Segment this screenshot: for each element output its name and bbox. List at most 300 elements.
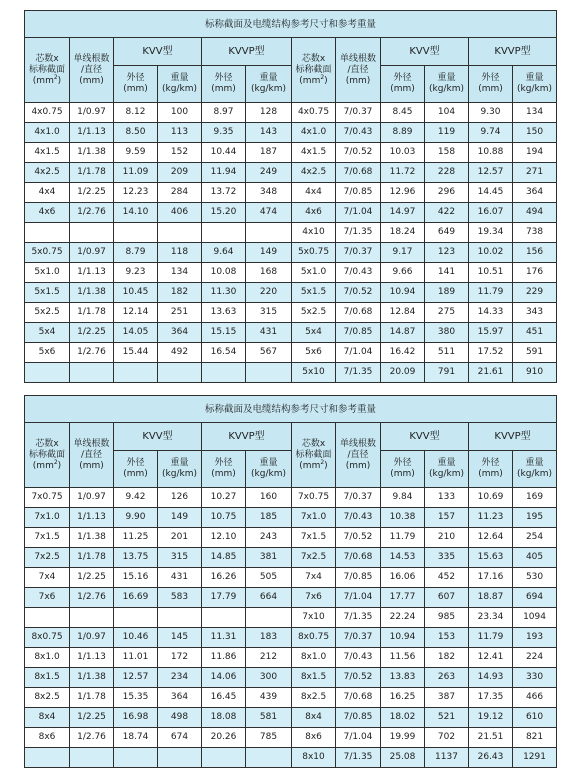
table-row — [25, 263, 557, 283]
right-kvv-weight-cell: 157 — [425, 508, 469, 528]
right-core-cell: 7x1.5 — [292, 528, 336, 548]
left-strand-cell: 1/2.76 — [70, 203, 114, 223]
core-section-header: 芯数x 标称截面 $(mm^2)$ — [25, 423, 70, 488]
left-strand-cell: 1/1.78 — [70, 548, 114, 568]
right-kvv-weight-cell: 275 — [425, 303, 469, 323]
left-kvvp-weight-cell: 187 — [246, 143, 292, 163]
left-core-cell — [25, 748, 70, 768]
left-core-cell — [25, 223, 70, 243]
right-core-cell: 8x1.5 — [292, 668, 336, 688]
table-row — [25, 163, 557, 183]
right-kvvp-weight-cell: 405 — [513, 548, 557, 568]
left-kvv-weight-cell — [158, 748, 202, 768]
left-kvv-weight-cell: 209 — [158, 163, 202, 183]
left-core-cell: 8x1.5 — [25, 668, 70, 688]
left-kvvp-od-cell — [202, 608, 246, 628]
left-kvv-od-cell — [114, 223, 158, 243]
left-kvvp-od-cell: 9.64 — [202, 243, 246, 263]
left-kvvp-od-cell: 12.10 — [202, 528, 246, 548]
right-kvvp-od-cell: 10.88 — [469, 143, 513, 163]
right-kvv-od-cell: 9.66 — [381, 263, 425, 283]
right-strand-cell: 7/0.85 — [336, 183, 381, 203]
left-strand-cell: 1/1.38 — [70, 283, 114, 303]
right-kvv-od-cell: 17.77 — [381, 588, 425, 608]
right-kvv-weight-cell: 182 — [425, 648, 469, 668]
left-kvv-od-cell: 14.05 — [114, 323, 158, 343]
right-kvv-od-cell: 11.79 — [381, 528, 425, 548]
right-kvv-weight-cell: 296 — [425, 183, 469, 203]
right-core-cell: 4x6 — [292, 203, 336, 223]
right-kvv-od-cell: 9.17 — [381, 243, 425, 263]
left-kvv-od-cell: 8.79 — [114, 243, 158, 263]
table-row — [25, 608, 557, 628]
right-kvv-od-cell: 8.45 — [381, 103, 425, 123]
left-kvv-od-cell: 13.75 — [114, 548, 158, 568]
left-core-cell: 8x1.0 — [25, 648, 70, 668]
right-core-cell: 8x1.0 — [292, 648, 336, 668]
table-row — [25, 588, 557, 608]
left-kvvp-weight-cell: 348 — [246, 183, 292, 203]
right-strand-cell: 7/0.52 — [336, 528, 381, 548]
right-kvv-od-cell: 10.94 — [381, 283, 425, 303]
right-kvv-weight-cell: 123 — [425, 243, 469, 263]
od-header: 外径 (mm) — [469, 66, 513, 103]
right-core-cell: 7x4 — [292, 568, 336, 588]
right-kvvp-weight-cell: 224 — [513, 648, 557, 668]
left-kvv-od-cell: 12.14 — [114, 303, 158, 323]
right-kvv-od-cell: 9.84 — [381, 488, 425, 508]
left-kvvp-od-cell: 10.08 — [202, 263, 246, 283]
right-core-cell: 8x2.5 — [292, 688, 336, 708]
right-strand-cell: 7/0.52 — [336, 143, 381, 163]
right-kvv-weight-cell: 452 — [425, 568, 469, 588]
left-kvvp-od-cell: 16.26 — [202, 568, 246, 588]
right-kvv-weight-cell: 387 — [425, 688, 469, 708]
spec-table-1 — [24, 10, 557, 383]
right-kvv-weight-cell: 985 — [425, 608, 469, 628]
left-kvvp-od-cell: 15.20 — [202, 203, 246, 223]
right-strand-cell: 7/0.68 — [336, 163, 381, 183]
right-kvv-weight-cell: 791 — [425, 363, 469, 383]
left-kvv-od-cell: 16.69 — [114, 588, 158, 608]
right-kvvp-od-cell: 19.34 — [469, 223, 513, 243]
weight-header: 重量 (kg/km) — [158, 66, 202, 103]
left-core-cell: 7x2.5 — [25, 548, 70, 568]
left-kvvp-weight-cell: 785 — [246, 728, 292, 748]
right-strand-cell: 7/1.04 — [336, 588, 381, 608]
right-kvvp-weight-cell: 176 — [513, 263, 557, 283]
table-row — [25, 363, 557, 383]
left-strand-cell: 1/2.25 — [70, 708, 114, 728]
right-kvv-od-cell: 13.83 — [381, 668, 425, 688]
left-kvv-weight-cell: 364 — [158, 323, 202, 343]
right-kvvp-weight-cell: 591 — [513, 343, 557, 363]
left-kvv-od-cell: 15.16 — [114, 568, 158, 588]
left-kvvp-od-cell: 10.44 — [202, 143, 246, 163]
left-kvv-weight-cell — [158, 223, 202, 243]
right-kvv-od-cell: 11.72 — [381, 163, 425, 183]
right-kvvp-weight-cell: 229 — [513, 283, 557, 303]
right-kvv-weight-cell: 104 — [425, 103, 469, 123]
right-kvvp-weight-cell: 451 — [513, 323, 557, 343]
right-core-cell: 4x1.5 — [292, 143, 336, 163]
right-kvvp-weight-cell: 195 — [513, 508, 557, 528]
right-core-cell: 5x1.0 — [292, 263, 336, 283]
left-kvvp-od-cell: 13.63 — [202, 303, 246, 323]
right-kvvp-od-cell: 11.79 — [469, 628, 513, 648]
left-core-cell: 5x2.5 — [25, 303, 70, 323]
left-kvv-weight-cell: 100 — [158, 103, 202, 123]
left-core-cell: 8x6 — [25, 728, 70, 748]
left-kvv-weight-cell: 284 — [158, 183, 202, 203]
right-kvvp-od-cell: 17.16 — [469, 568, 513, 588]
right-kvvp-weight-cell: 254 — [513, 528, 557, 548]
right-kvvp-weight-cell: 193 — [513, 628, 557, 648]
table-row — [25, 508, 557, 528]
right-core-cell: 5x0.75 — [292, 243, 336, 263]
left-kvv-weight-cell: 134 — [158, 263, 202, 283]
kvv-header: KVV型 — [114, 423, 202, 451]
left-kvvp-od-cell: 8.97 — [202, 103, 246, 123]
right-kvvp-od-cell: 23.34 — [469, 608, 513, 628]
right-kvvp-weight-cell: 343 — [513, 303, 557, 323]
right-strand-cell: 7/0.85 — [336, 568, 381, 588]
left-kvvp-od-cell: 11.86 — [202, 648, 246, 668]
left-kvvp-od-cell: 11.94 — [202, 163, 246, 183]
left-core-cell: 8x4 — [25, 708, 70, 728]
left-core-cell: 5x1.0 — [25, 263, 70, 283]
right-kvvp-od-cell: 15.97 — [469, 323, 513, 343]
right-kvv-od-cell: 22.24 — [381, 608, 425, 628]
left-kvv-weight-cell: 182 — [158, 283, 202, 303]
right-kvvp-od-cell: 10.69 — [469, 488, 513, 508]
left-strand-cell: 1/2.25 — [70, 183, 114, 203]
table-row — [25, 708, 557, 728]
left-strand-cell — [70, 363, 114, 383]
left-kvvp-weight-cell — [246, 748, 292, 768]
right-kvv-weight-cell: 141 — [425, 263, 469, 283]
left-kvv-od-cell: 8.50 — [114, 123, 158, 143]
right-strand-cell: 7/0.68 — [336, 548, 381, 568]
right-core-cell: 5x2.5 — [292, 303, 336, 323]
left-core-cell: 8x0.75 — [25, 628, 70, 648]
left-kvvp-weight-cell — [246, 363, 292, 383]
right-kvv-weight-cell: 335 — [425, 548, 469, 568]
left-kvv-weight-cell: 152 — [158, 143, 202, 163]
right-kvvp-od-cell: 9.30 — [469, 103, 513, 123]
right-kvv-weight-cell: 263 — [425, 668, 469, 688]
right-kvv-od-cell: 19.99 — [381, 728, 425, 748]
left-core-cell: 4x6 — [25, 203, 70, 223]
core-section-header: 芯数x 标称截面 $(mm^2)$ — [25, 38, 70, 103]
weight-header: 重量 (kg/km) — [158, 451, 202, 488]
left-kvvp-weight-cell: 505 — [246, 568, 292, 588]
right-kvv-weight-cell: 422 — [425, 203, 469, 223]
right-kvv-weight-cell: 380 — [425, 323, 469, 343]
left-kvvp-weight-cell — [246, 608, 292, 628]
left-core-cell: 4x1.0 — [25, 123, 70, 143]
weight-header: 重量 (kg/km) — [246, 66, 292, 103]
right-core-cell: 5x10 — [292, 363, 336, 383]
right-kvvp-od-cell: 17.52 — [469, 343, 513, 363]
right-kvv-od-cell: 12.84 — [381, 303, 425, 323]
right-strand-cell: 7/1.35 — [336, 748, 381, 768]
right-strand-cell: 7/0.37 — [336, 243, 381, 263]
right-core-cell: 7x10 — [292, 608, 336, 628]
left-kvvp-od-cell: 11.31 — [202, 628, 246, 648]
left-core-cell: 7x4 — [25, 568, 70, 588]
right-kvvp-od-cell: 14.45 — [469, 183, 513, 203]
left-core-cell: 8x2.5 — [25, 688, 70, 708]
right-strand-cell: 7/0.85 — [336, 708, 381, 728]
right-kvv-od-cell: 14.87 — [381, 323, 425, 343]
left-strand-cell: 1/2.76 — [70, 588, 114, 608]
right-kvv-weight-cell: 158 — [425, 143, 469, 163]
right-kvv-weight-cell: 189 — [425, 283, 469, 303]
left-core-cell: 4x4 — [25, 183, 70, 203]
left-kvvp-od-cell: 9.35 — [202, 123, 246, 143]
left-kvv-od-cell — [114, 608, 158, 628]
right-kvv-weight-cell: 521 — [425, 708, 469, 728]
right-kvvp-od-cell: 12.64 — [469, 528, 513, 548]
right-kvvp-weight-cell: 494 — [513, 203, 557, 223]
right-kvv-od-cell: 14.53 — [381, 548, 425, 568]
right-strand-cell: 7/0.68 — [336, 303, 381, 323]
left-core-cell — [25, 608, 70, 628]
weight-header: 重量 (kg/km) — [513, 66, 557, 103]
right-kvvp-weight-cell: 530 — [513, 568, 557, 588]
table-row — [25, 183, 557, 203]
right-core-cell: 7x0.75 — [292, 488, 336, 508]
strand-header: 单线根数 /直径 (mm) — [70, 38, 114, 103]
table-row — [25, 283, 557, 303]
left-kvv-weight-cell: 201 — [158, 528, 202, 548]
right-core-cell: 4x4 — [292, 183, 336, 203]
kvv-header: KVV型 — [381, 38, 469, 66]
core-section-header: 芯数x 标称截面 $(mm^2)$ — [292, 38, 336, 103]
left-kvvp-weight-cell: 249 — [246, 163, 292, 183]
left-kvvp-weight-cell: 581 — [246, 708, 292, 728]
right-strand-cell: 7/1.35 — [336, 608, 381, 628]
left-core-cell: 7x6 — [25, 588, 70, 608]
right-kvv-od-cell: 16.06 — [381, 568, 425, 588]
right-kvvp-od-cell: 12.57 — [469, 163, 513, 183]
right-kvvp-od-cell: 9.74 — [469, 123, 513, 143]
right-kvv-weight-cell: 1137 — [425, 748, 469, 768]
od-header: 外径 (mm) — [469, 451, 513, 488]
right-strand-cell: 7/0.43 — [336, 123, 381, 143]
right-kvvp-od-cell: 21.61 — [469, 363, 513, 383]
left-strand-cell: 1/2.25 — [70, 323, 114, 343]
right-core-cell: 8x10 — [292, 748, 336, 768]
right-kvvp-weight-cell: 1094 — [513, 608, 557, 628]
left-kvv-od-cell: 12.57 — [114, 668, 158, 688]
left-kvv-od-cell: 15.44 — [114, 343, 158, 363]
right-core-cell: 7x2.5 — [292, 548, 336, 568]
left-kvvp-weight-cell: 168 — [246, 263, 292, 283]
table-row — [25, 648, 557, 668]
left-kvvp-weight-cell: 149 — [246, 243, 292, 263]
right-kvvp-od-cell: 14.33 — [469, 303, 513, 323]
left-core-cell: 7x1.0 — [25, 508, 70, 528]
right-kvv-od-cell: 18.24 — [381, 223, 425, 243]
left-strand-cell — [70, 748, 114, 768]
right-kvvp-od-cell: 17.35 — [469, 688, 513, 708]
left-strand-cell: 1/0.97 — [70, 103, 114, 123]
left-kvvp-weight-cell: 143 — [246, 123, 292, 143]
right-strand-cell: 7/0.68 — [336, 688, 381, 708]
right-kvv-od-cell: 16.42 — [381, 343, 425, 363]
left-strand-cell: 1/1.38 — [70, 528, 114, 548]
left-kvvp-weight-cell — [246, 223, 292, 243]
left-kvv-weight-cell: 145 — [158, 628, 202, 648]
left-kvvp-weight-cell: 567 — [246, 343, 292, 363]
right-core-cell: 5x1.5 — [292, 283, 336, 303]
right-kvv-weight-cell: 649 — [425, 223, 469, 243]
right-core-cell: 5x4 — [292, 323, 336, 343]
table-row — [25, 688, 557, 708]
left-kvv-od-cell: 11.09 — [114, 163, 158, 183]
right-strand-cell: 7/0.85 — [336, 323, 381, 343]
left-core-cell: 7x0.75 — [25, 488, 70, 508]
right-kvvp-weight-cell: 194 — [513, 143, 557, 163]
left-kvvp-od-cell: 17.79 — [202, 588, 246, 608]
left-kvvp-weight-cell: 212 — [246, 648, 292, 668]
weight-header: 重量 (kg/km) — [425, 66, 469, 103]
core-section-header: 芯数x 标称截面 $(mm^2)$ — [292, 423, 336, 488]
left-strand-cell: 1/1.78 — [70, 163, 114, 183]
left-strand-cell: 1/2.76 — [70, 343, 114, 363]
left-strand-cell: 1/1.38 — [70, 143, 114, 163]
left-core-cell: 4x0.75 — [25, 103, 70, 123]
right-kvvp-od-cell: 15.63 — [469, 548, 513, 568]
left-kvvp-weight-cell: 381 — [246, 548, 292, 568]
right-kvvp-weight-cell: 694 — [513, 588, 557, 608]
left-kvvp-od-cell — [202, 748, 246, 768]
left-strand-cell — [70, 223, 114, 243]
left-strand-cell: 1/0.97 — [70, 488, 114, 508]
table-title: 标称截面及电缆结构参考尺寸和参考重量 — [25, 11, 557, 38]
left-kvv-od-cell: 18.74 — [114, 728, 158, 748]
table-row — [25, 548, 557, 568]
left-strand-cell: 1/2.25 — [70, 568, 114, 588]
left-kvvp-weight-cell: 183 — [246, 628, 292, 648]
table-row — [25, 528, 557, 548]
right-kvv-weight-cell: 133 — [425, 488, 469, 508]
left-core-cell: 5x1.5 — [25, 283, 70, 303]
left-kvv-od-cell: 10.45 — [114, 283, 158, 303]
left-strand-cell: 1/1.13 — [70, 263, 114, 283]
right-kvvp-weight-cell: 150 — [513, 123, 557, 143]
left-kvv-weight-cell: 234 — [158, 668, 202, 688]
weight-header: 重量 (kg/km) — [425, 451, 469, 488]
od-header: 外径 (mm) — [381, 451, 425, 488]
right-strand-cell: 7/0.52 — [336, 283, 381, 303]
left-kvv-od-cell: 10.46 — [114, 628, 158, 648]
right-kvvp-weight-cell: 169 — [513, 488, 557, 508]
right-strand-cell: 7/0.43 — [336, 263, 381, 283]
right-strand-cell: 7/0.37 — [336, 628, 381, 648]
left-kvvp-od-cell: 13.72 — [202, 183, 246, 203]
left-kvv-weight-cell: 126 — [158, 488, 202, 508]
left-kvvp-od-cell — [202, 363, 246, 383]
left-kvvp-od-cell: 16.54 — [202, 343, 246, 363]
right-kvv-od-cell: 25.08 — [381, 748, 425, 768]
left-kvv-weight-cell: 118 — [158, 243, 202, 263]
od-header: 外径 (mm) — [114, 451, 158, 488]
right-kvvp-weight-cell: 330 — [513, 668, 557, 688]
right-kvvp-od-cell: 11.79 — [469, 283, 513, 303]
spec-table-2 — [24, 395, 557, 768]
left-kvv-weight-cell: 315 — [158, 548, 202, 568]
right-kvv-weight-cell: 119 — [425, 123, 469, 143]
left-kvvp-weight-cell: 160 — [246, 488, 292, 508]
left-kvvp-od-cell: 15.15 — [202, 323, 246, 343]
strand-header: 单线根数 /直径 (mm) — [336, 38, 381, 103]
left-kvv-weight-cell: 149 — [158, 508, 202, 528]
left-core-cell: 7x1.5 — [25, 528, 70, 548]
left-strand-cell: 1/1.78 — [70, 303, 114, 323]
right-kvvp-weight-cell: 134 — [513, 103, 557, 123]
right-kvvp-weight-cell: 466 — [513, 688, 557, 708]
right-kvv-od-cell: 8.89 — [381, 123, 425, 143]
right-kvvp-weight-cell: 156 — [513, 243, 557, 263]
right-strand-cell: 7/1.04 — [336, 728, 381, 748]
table-row — [25, 143, 557, 163]
kvv-header: KVV型 — [381, 423, 469, 451]
left-kvvp-weight-cell: 664 — [246, 588, 292, 608]
table-row — [25, 103, 557, 123]
left-kvv-weight-cell — [158, 608, 202, 628]
left-kvvp-od-cell: 10.75 — [202, 508, 246, 528]
right-kvv-od-cell: 20.09 — [381, 363, 425, 383]
right-kvv-od-cell: 10.94 — [381, 628, 425, 648]
right-kvvp-weight-cell: 821 — [513, 728, 557, 748]
right-strand-cell: 7/0.43 — [336, 648, 381, 668]
left-kvv-weight-cell: 674 — [158, 728, 202, 748]
right-kvvp-od-cell: 10.02 — [469, 243, 513, 263]
left-kvv-od-cell: 16.98 — [114, 708, 158, 728]
left-kvv-od-cell: 9.90 — [114, 508, 158, 528]
right-core-cell: 7x1.0 — [292, 508, 336, 528]
left-strand-cell — [70, 608, 114, 628]
left-kvv-weight-cell: 498 — [158, 708, 202, 728]
table-row — [25, 203, 557, 223]
strand-header: 单线根数 /直径 (mm) — [336, 423, 381, 488]
left-kvvp-weight-cell: 220 — [246, 283, 292, 303]
kvvp-header: KVVP型 — [469, 423, 557, 451]
left-strand-cell: 1/1.38 — [70, 668, 114, 688]
left-strand-cell: 1/1.78 — [70, 688, 114, 708]
left-kvv-od-cell: 9.23 — [114, 263, 158, 283]
left-kvvp-od-cell: 20.26 — [202, 728, 246, 748]
od-header: 外径 (mm) — [202, 451, 246, 488]
strand-header: 单线根数 /直径 (mm) — [70, 423, 114, 488]
left-kvvp-weight-cell: 474 — [246, 203, 292, 223]
left-kvv-od-cell: 9.59 — [114, 143, 158, 163]
right-strand-cell: 7/1.35 — [336, 223, 381, 243]
left-core-cell: 5x6 — [25, 343, 70, 363]
right-strand-cell: 7/0.37 — [336, 103, 381, 123]
right-kvvp-weight-cell: 738 — [513, 223, 557, 243]
table-row — [25, 668, 557, 688]
left-kvv-od-cell: 15.35 — [114, 688, 158, 708]
table-row — [25, 303, 557, 323]
left-kvvp-weight-cell: 315 — [246, 303, 292, 323]
table-row — [25, 323, 557, 343]
left-strand-cell: 1/1.13 — [70, 508, 114, 528]
left-kvv-od-cell: 11.25 — [114, 528, 158, 548]
